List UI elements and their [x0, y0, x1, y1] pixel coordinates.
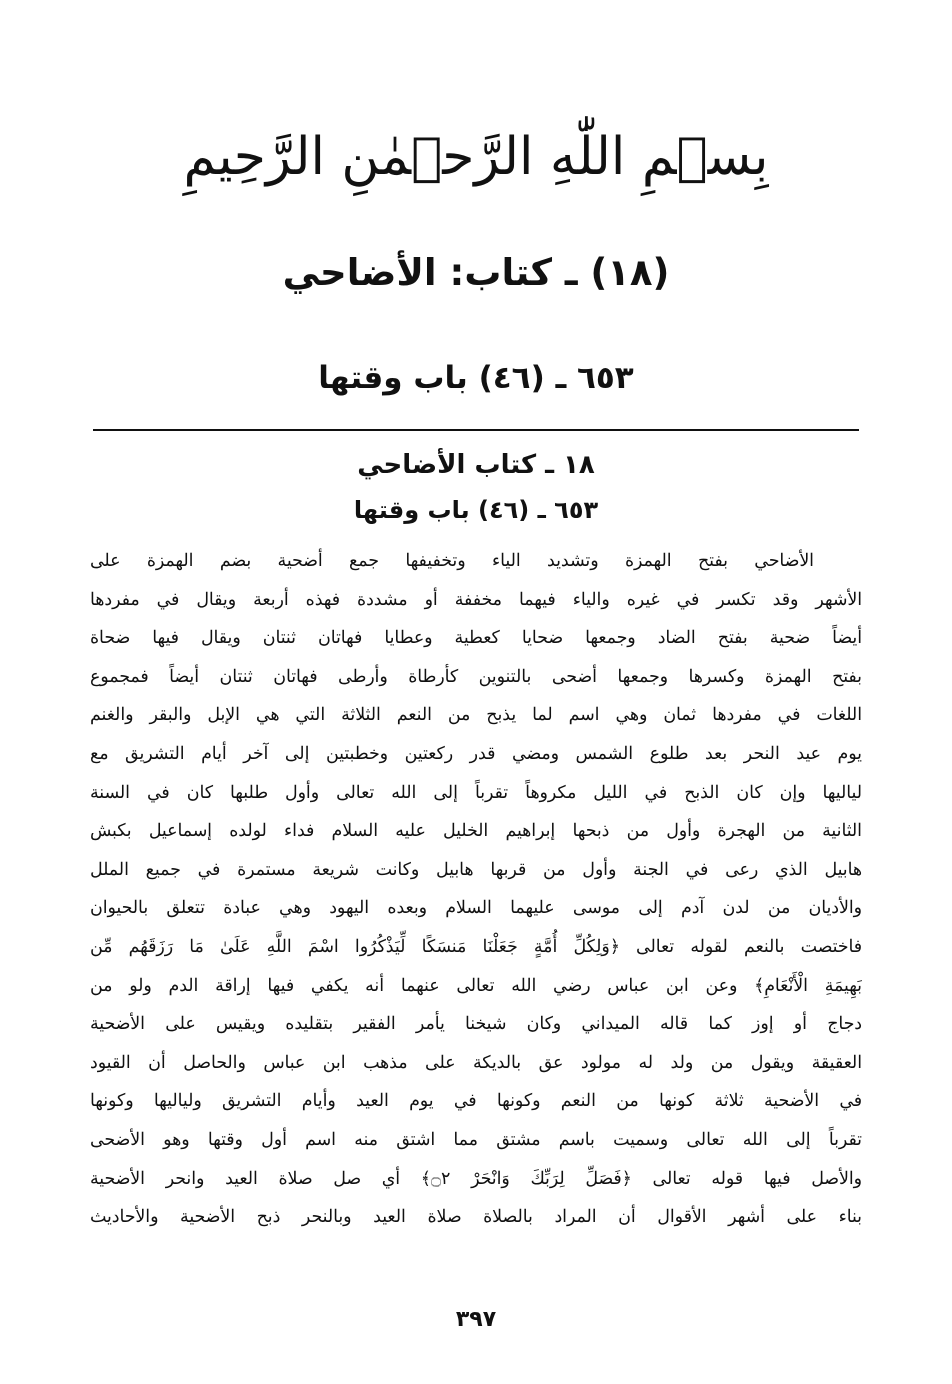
- book-title: (١٨) ـ كتاب: الأضاحي: [282, 251, 670, 294]
- chapter-title: ٦٥٣ ـ (٤٦) باب وقتها: [318, 360, 634, 396]
- text-line: فاختصت بالنعم لقوله تعالى ﴿وَلِكُلِّ أُمَّةٍ جَعَلْنَا مَنسَكًا لِّيَذْكُرُوا اسْمَ اللَّهِ عَلَىٰ مَا رَزَقَهُم مِّن: [90, 936, 862, 957]
- text-line: بَهِيمَةِ الْأَنْعَامِ﴾ وعن ابن عباس رضي الله تعالى عنهما أنه يكفي فيها إراقة الدم ولو من: [90, 975, 862, 996]
- text-line: دجاج أو إوز كما قاله الميداني وكان شيخنا يأمر الفقير بتقليده ويقيس على الأضحية: [90, 1014, 862, 1035]
- text-line: في الأضحية ثلاثة كونها من النعم وكونها في يوم العيد وأيام التشريق ولياليها وكونها: [90, 1091, 862, 1112]
- text-line: والأصل فيها قوله تعالى ﴿فَصَلِّ لِرَبِّكَ وَانْحَرْ ۝٢﴾ أي صل صلاة العيد وانحر الأضحية: [90, 1168, 862, 1189]
- text-line: يوم عيد النحر بعد طلوع الشمس ومضي قدر ركعتين وخطبتين إلى آخر أيام التشريق مع: [90, 743, 862, 764]
- text-line: الثانية من الهجرة وأول من ذبحها إبراهيم الخليل عليه السلام فداء لولده إسماعيل بكبش: [90, 821, 862, 842]
- page-number: ٣٩٧: [455, 1307, 497, 1332]
- text-line: العقيقة ويقول من ولد له مولود عق بالديكة على مذهب ابن عباس والحاصل أن القيود: [90, 1052, 862, 1073]
- commentary-chapter-title: ٦٥٣ ـ (٤٦) باب وقتها: [353, 496, 599, 524]
- basmala-heading: بِسۡمِ اللّٰهِ الرَّحۡمٰنِ الرَّحِيمِ: [183, 127, 769, 187]
- text-line: تقرباً إلى الله تعالى وسميت باسم مشتق مما اشتق منه اسم أول وقتها وهو الأضحى: [90, 1129, 862, 1150]
- text-line: لياليها وإن كان الذبح في الليل مكروهاً تقرباً إلى الله تعالى وأول طلبها كان في السنة: [90, 782, 862, 803]
- text-line: بفتح الهمزة وكسرها وجمعها أضحى بالتنوين كأرطاة وأرطى فهاتان ثنتان أيضاً فمجموع: [90, 666, 862, 687]
- text-line: والأديان من لدن آدم إلى موسى عليهما السلام وبعده اليهود وهي عبادة تتعلق بالحيوان: [90, 898, 862, 919]
- text-line: اللغات في مفردها ثمان وهي اسم لما يذبح من النعم الثلاثة التي هي الإبل والبقر والغنم: [90, 705, 862, 726]
- text-line: الأضاحي بفتح الهمزة وتشديد الياء وتخفيفها جمع أضحية بضم الهمزة على: [90, 551, 814, 571]
- commentary-body: [90, 542, 862, 1237]
- text-line: بناء على أشهر الأقوال أن المراد بالصلاة صلاة العيد وبالنحر ذبح الأضحية والأحاديث: [90, 1207, 862, 1228]
- text-line: أيضاً ضحية بفتح الضاد وجمعها ضحايا كعطية وعطايا فهاتان ثنتان ويقال فيها ضحاة: [90, 628, 862, 649]
- commentary-book-title: ١٨ ـ كتاب الأضاحي: [357, 450, 595, 480]
- text-line: هابيل الذي رعى في الجنة وأول من قربها هابيل وكانت شريعة مستمرة في جميع الملل: [90, 859, 862, 880]
- horizontal-divider: [93, 429, 859, 431]
- text-line: الأشهر وقد تكسر في غيره والياء فيهما مخففة أو مشددة فهذه أربعة ويقال في مفردها: [90, 589, 862, 610]
